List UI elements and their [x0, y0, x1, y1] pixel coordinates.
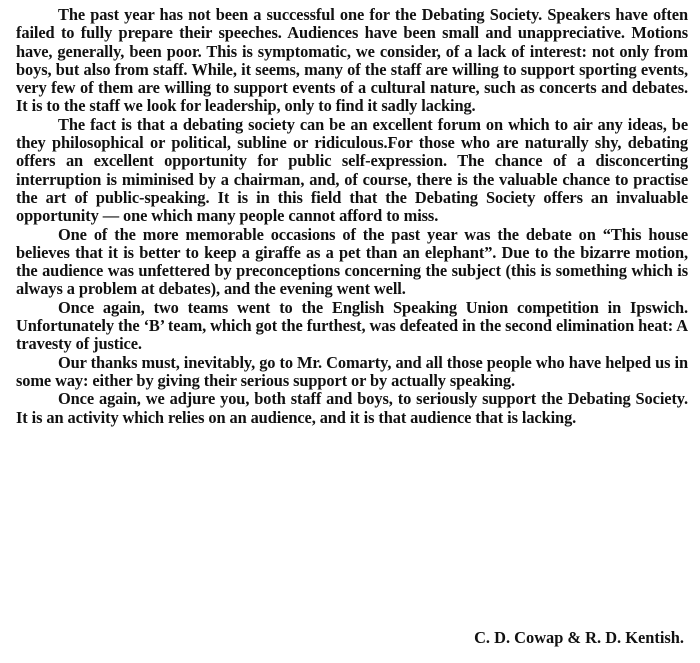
paragraph-6: Once again, we adjure you, both staff and boys, to seriously support the Debating Society. It is an activity which relies on an audience, and it is that audience that is lacking.: [16, 389, 688, 427]
article-body: [16, 6, 688, 427]
paragraph-1: The past year has not been a successful one for the Debating Society. Speakers have often failed to fully prepare their speeches. Audiences have been small and unappreciative. Motions have, generally, been poor. This is symptomatic, we consider, of a lack of interest: not only from boys, but also from staff. While, it seems, many of the staff are willing to support sporting events, very few of them are willing to support events of a cultural nature, such as concerts and debates. It is to the staff we look for leadership, only to find it sadly lacking.: [16, 5, 688, 116]
paragraph-5: Our thanks must, inevitably, go to Mr. Comarty, and all those people who have helped us in some way: either by giving their serious support or by actually speaking.: [16, 352, 688, 390]
paragraph-2: The fact is that a debating society can be an excellent forum on which to air any ideas, be they philosophical or political, subline or ridiculous.For those who are naturally shy, debating offers an excellent opportunity for public self-expression. The chance of a disconcerting interruption is miminised by a chairman, and, of course, there is the valuable chance to practise the art of public-speaking. It is in this field that the Debating Society offers an invaluable opportunity — one which many people cannot afford to miss.: [16, 114, 688, 226]
paragraph-3: One of the more memorable occasions of the past year was the debate on “This house believes that it is better to keep a giraffe as a pet than an elephant”. Due to the bizarre motion, the audience was unfettered by preconceptions concerning the subject (this is something which is always a problem at debates), and the evening went well.: [16, 224, 688, 299]
author-signature: C. D. Cowap & R. D. Kentish.: [474, 628, 684, 647]
paragraph-4: Once again, two teams went to the English Speaking Union competition in Ipswich. Unfortunately the ‘B’ team, which got the furthest, was defeated in the second elimination heat: A travesty of justice.: [16, 297, 688, 354]
